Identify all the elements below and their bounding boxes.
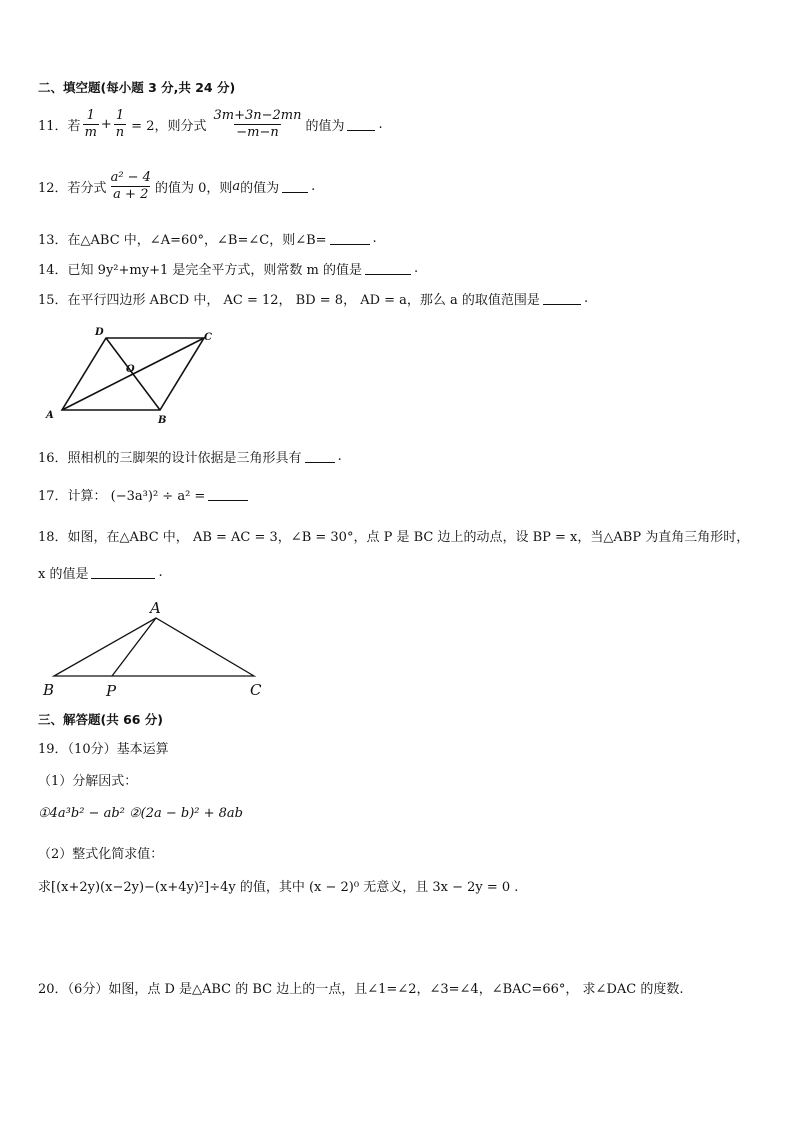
- answer-blank: [91, 566, 155, 579]
- question-number: 13．: [38, 233, 68, 248]
- question-19-part-2: （2）整式化简求值：: [38, 847, 164, 862]
- vertex-label-c: C: [204, 332, 212, 343]
- vertex-label-d: D: [95, 327, 104, 338]
- question-number: 14．: [38, 263, 68, 278]
- section-heading-fill-in: 二、填空题(每小题 3 分,共 24 分): [38, 80, 236, 95]
- question-13: 13． 在△ABC 中，∠A=60°，∠B=∠C，则∠B= .: [38, 231, 377, 248]
- question-15: 15． 在平行四边形 ABCD 中， AC = 12， BD = 8， AD = a，那么 a 的取值范围是 .: [38, 291, 589, 308]
- section-heading-solve: 三、解答题(共 66 分): [38, 712, 164, 727]
- vertex-label-a: A: [46, 410, 54, 421]
- question-number: 12．: [38, 181, 68, 196]
- question-11: 11． 若 $\frac{1}{m}$ + $\frac{1}{n}$ = 2，则分式 $\frac{3m+3n-2mn}{-m-n}$ 的值为 .: [38, 108, 383, 140]
- question-20: 20．（6分）如图，点 D 是△ABC 的 BC 边上的一点，且∠1=∠2，∠3=∠4，∠BAC=66°， 求∠DAC 的度数.: [38, 982, 684, 997]
- vertex-label-b: B: [158, 415, 167, 426]
- question-number: 15．: [38, 293, 68, 308]
- answer-blank: [305, 450, 335, 463]
- triangle-abc-outline: [54, 618, 254, 676]
- answer-blank: [347, 118, 375, 131]
- vertex-label-a: A: [150, 599, 161, 617]
- question-18-line-2: x 的值是 .: [38, 565, 163, 582]
- parallelogram-figure: [40, 326, 230, 426]
- question-14: 14． 已知 9y²+my+1 是完全平方式，则常数 m 的值是 .: [38, 261, 419, 278]
- answer-blank: [330, 232, 370, 245]
- answer-blank: [208, 488, 248, 501]
- point-label-p: P: [106, 682, 117, 700]
- fraction-1-over-n: $\frac{1}{n}$: [115, 108, 125, 140]
- triangle-figure: [38, 598, 278, 702]
- question-text: 若: [67, 119, 81, 134]
- question-number: 11．: [38, 119, 68, 134]
- fraction-1-over-m: $\frac{1}{m}$: [84, 108, 97, 140]
- question-number: 16．: [38, 451, 68, 466]
- answer-blank: [282, 180, 308, 193]
- question-18: 18． 如图，在△ABC 中， AB = AC = 3，∠B = 30°，点 P 是 BC 边上的动点，设 BP = x，当△ABP 为直角三角形时，: [38, 526, 749, 545]
- question-19-title: 19．（10分）基本运算: [38, 742, 169, 757]
- question-12: 12． 若分式 $\frac{\text{a² − 4}}{a + 2}$ 的值为 0，则 a 的值为 .: [38, 170, 316, 202]
- fraction-a-squared-minus-4: $\frac{\text{a² − 4}}{a + 2}$: [110, 170, 151, 202]
- vertex-label-b: B: [43, 681, 55, 699]
- question-16: 16． 照相机的三脚架的设计依据是三角形具有 .: [38, 449, 342, 466]
- center-label-o: O: [126, 364, 135, 375]
- vertex-label-c: C: [250, 681, 262, 699]
- question-19-task: 求[(x+2y)(x−2y)−(x+4y)²]÷4y 的值，其中 (x − 2)⁰ 无意义，且 3x − 2y = 0 .: [38, 880, 519, 895]
- question-number: 17．: [38, 489, 68, 504]
- question-19-expressions: ①4a³b² − ab² ②(2a − b)² + 8ab: [38, 806, 244, 821]
- answer-blank: [365, 262, 411, 275]
- question-17: 17． 计算： (−3a³)² ÷ a² =: [38, 485, 251, 504]
- segment-ap: [112, 618, 156, 676]
- fraction-expression: $\frac{3m+3n-2mn}{-m-n}$: [213, 108, 302, 140]
- question-number: 18．: [38, 530, 68, 545]
- question-19-part-1: （1）分解因式：: [38, 774, 138, 789]
- answer-blank: [543, 292, 581, 305]
